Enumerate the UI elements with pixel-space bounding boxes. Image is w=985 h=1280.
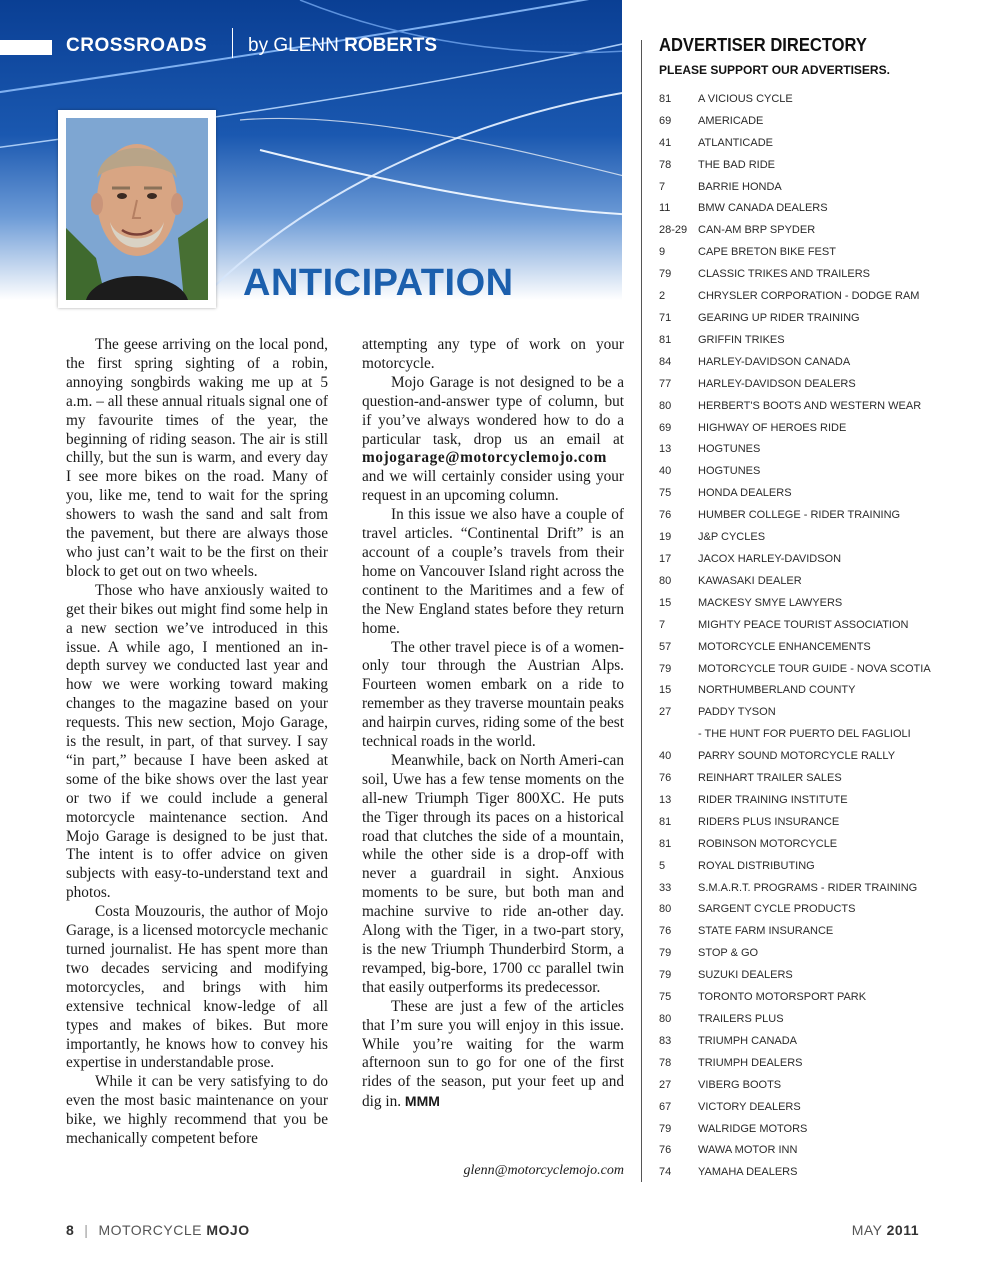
directory-page-number: 15 <box>659 684 672 697</box>
directory-page-number: 80 <box>659 399 672 412</box>
directory-page-number: 2 <box>659 290 666 303</box>
article-paragraph <box>362 998 624 1112</box>
header-accent-bar <box>0 40 52 55</box>
directory-advertiser-name: GRIFFIN TRIKES <box>698 333 785 346</box>
garage-email-link[interactable]: mojogarage@motorcyclemojo.com <box>362 449 607 467</box>
issue-year: 2011 <box>886 1222 919 1238</box>
directory-advertiser-name: THE BAD RIDE <box>698 158 776 171</box>
directory-page-number: 15 <box>659 596 672 609</box>
directory-page-number: 69 <box>659 114 672 127</box>
directory-page-number: 69 <box>659 421 672 434</box>
directory-advertiser-name: MACKESY SMYE LAWYERS <box>698 596 843 609</box>
directory-row <box>659 942 979 964</box>
directory-advertiser-name: J&P CYCLES <box>698 531 766 544</box>
directory-row <box>659 658 979 680</box>
byline <box>248 35 437 57</box>
directory-page-number: 79 <box>659 947 672 960</box>
directory-advertiser-name: BARRIE HONDA <box>698 180 782 193</box>
directory-row <box>659 855 979 877</box>
directory-advertiser-name: GEARING UP RIDER TRAINING <box>698 312 860 325</box>
directory-page-number: 17 <box>659 552 672 565</box>
directory-page-number: 79 <box>659 969 672 982</box>
directory-advertiser-name: VICTORY DEALERS <box>698 1100 801 1113</box>
closing-text: These are just a few of the articles that I’m sure you will enjoy in this issue. While you’re waiting for the warm afternoon sun to go for one of the first rides of the season, put your feet up and dig in. <box>362 997 624 1111</box>
directory-page-number: 78 <box>659 1056 672 1069</box>
footer-issue-date <box>852 1222 919 1238</box>
directory-advertiser-name: HARLEY-DAVIDSON DEALERS <box>698 377 856 390</box>
directory-row <box>659 1074 979 1096</box>
directory-row <box>659 877 979 899</box>
directory-advertiser-name: CAPE BRETON BIKE FEST <box>698 246 836 259</box>
directory-row <box>659 920 979 942</box>
directory-advertiser-name: NORTHUMBERLAND COUNTY <box>698 684 856 697</box>
directory-row <box>659 219 979 241</box>
directory-page-number: 11 <box>659 202 671 215</box>
directory-row <box>659 241 979 263</box>
directory-page-number: 76 <box>659 1144 672 1157</box>
directory-row <box>659 1030 979 1052</box>
directory-advertiser-name: WAWA MOTOR INN <box>698 1144 798 1157</box>
directory-page-number: 13 <box>659 443 672 456</box>
directory-advertiser-name: BMW CANADA DEALERS <box>698 202 828 215</box>
directory-page-number: 5 <box>659 859 666 872</box>
directory-subtitle: PLEASE SUPPORT OUR ADVERTISERS. <box>659 63 890 77</box>
directory-row <box>659 176 979 198</box>
directory-row <box>659 1140 979 1162</box>
directory-row <box>659 395 979 417</box>
garage-text: Mojo Garage is not designed to be a question-and-answer type of column, but if you’ve always wondered how to do a particular task, drop us an email at <box>362 373 624 448</box>
author-photo <box>58 110 216 308</box>
directory-page-number: 71 <box>659 312 672 325</box>
directory-page-number: 7 <box>659 618 666 631</box>
directory-row <box>659 417 979 439</box>
directory-advertiser-name: HERBERT'S BOOTS AND WESTERN WEAR <box>698 399 922 412</box>
directory-page-number: 7 <box>659 180 666 193</box>
directory-advertiser-name: HARLEY-DAVIDSON CANADA <box>698 355 851 368</box>
directory-page-number: 83 <box>659 1034 672 1047</box>
directory-page-number: 13 <box>659 793 672 806</box>
directory-row <box>659 811 979 833</box>
directory-row <box>659 88 979 110</box>
directory-row <box>659 504 979 526</box>
directory-row <box>659 789 979 811</box>
directory-page-number: 27 <box>659 706 672 719</box>
directory-advertiser-name: A VICIOUS CYCLE <box>698 92 793 105</box>
author-portrait-illustration <box>66 118 208 300</box>
magazine-name-brand: MOJO <box>206 1222 250 1238</box>
directory-page-number: 9 <box>659 246 666 259</box>
directory-advertiser-name: TRAILERS PLUS <box>698 1013 784 1026</box>
directory-page-number: 81 <box>659 92 672 105</box>
directory-row <box>659 110 979 132</box>
directory-row <box>659 1096 979 1118</box>
directory-row <box>659 263 979 285</box>
directory-page-number: 76 <box>659 772 672 785</box>
directory-advertiser-name: STATE FARM INSURANCE <box>698 925 834 938</box>
directory-advertiser-name: HONDA DEALERS <box>698 487 792 500</box>
article-paragraph: The geese arriving on the local pond, the first spring sighting of a robin, annoying songbirds waking me up at 5 a.m. – all these annual rituals signal one of my favourite times of the year, the beginning of riding season. The air is still chilly, but the sun is warm, and every day I see more bikes on the road. Many of you, like me, tend to wait for the spring showers to wash the sand and salt from the pavement, but there are always those who just can’t wait to be the first on their block to get out on two wheels. <box>66 336 328 580</box>
directory-page-number: 75 <box>659 487 672 500</box>
directory-page-number: 79 <box>659 1122 672 1135</box>
author-email-signature[interactable]: glenn@motorcyclemojo.com <box>463 1163 624 1178</box>
directory-advertiser-name: CLASSIC TRIKES AND TRAILERS <box>698 268 870 281</box>
article-headline: ANTICIPATION <box>243 262 514 304</box>
directory-advertiser-name: - THE HUNT FOR PUERTO DEL FAGLIOLI <box>698 728 911 741</box>
directory-advertiser-name: REINHART TRAILER SALES <box>698 772 842 785</box>
directory-page-number: 28-29 <box>659 224 688 237</box>
directory-page-number: 27 <box>659 1078 672 1091</box>
directory-advertiser-name: ROYAL DISTRIBUTING <box>698 859 815 872</box>
article-paragraph: While it can be very satisfying to do even the most basic maintenance on your bike, we highly recommend that you be mechanically competent before <box>66 1073 328 1148</box>
directory-advertiser-name: MIGHTY PEACE TOURIST ASSOCIATION <box>698 618 909 631</box>
footer-folio <box>66 1222 250 1238</box>
directory-page-number: 76 <box>659 509 672 522</box>
directory-advertiser-name: TRIUMPH CANADA <box>698 1034 798 1047</box>
byline-lastname: ROBERTS <box>344 35 437 56</box>
directory-page-number: 57 <box>659 640 672 653</box>
directory-advertiser-name: S.M.A.R.T. PROGRAMS - RIDER TRAINING <box>698 881 918 894</box>
directory-page-number: 74 <box>659 1166 672 1179</box>
directory-row <box>659 570 979 592</box>
article-paragraph: Those who have anxiously waited to get their bikes out might find some help in a new section we’ve introduced in this issue. A while ago, I mentioned an in-depth survey we conducted last year and how we were working toward making changes to the magazine based on your requests. This new section, Mojo Garage, is the result, in part, of that survey. I say “in part,” because I have been asked at some of the bike shows over the last year or two if we could include a general motorcycle maintenance section. And Mojo Garage is designed to be just that. The intent is to offer advice on given subjects with easy-to-understand text and photos. <box>66 581 328 902</box>
directory-advertiser-name: MOTORCYCLE ENHANCEMENTS <box>698 640 871 653</box>
directory-row <box>659 833 979 855</box>
directory-advertiser-name: PARRY SOUND MOTORCYCLE RALLY <box>698 750 896 763</box>
byline-prefix: by GLENN <box>248 35 339 56</box>
directory-advertiser-name: HOGTUNES <box>698 443 761 456</box>
article-paragraph: In this issue we also have a couple of travel articles. “Continental Drift” is an account of a couple’s travels from their home on Vancouver Island right across the continent to the Maritimes and a few of the New England states before they return home. <box>362 506 624 637</box>
directory-page-number: 40 <box>659 750 672 763</box>
directory-row <box>659 636 979 658</box>
directory-row <box>659 132 979 154</box>
directory-row <box>659 1161 979 1183</box>
directory-row <box>659 285 979 307</box>
directory-advertiser-name: HIGHWAY OF HEROES RIDE <box>698 421 847 434</box>
directory-page-number: 78 <box>659 158 672 171</box>
directory-page-number: 76 <box>659 925 672 938</box>
directory-advertiser-name: CHRYSLER CORPORATION - DODGE RAM <box>698 290 920 303</box>
directory-row <box>659 198 979 220</box>
issue-month: MAY <box>851 1222 883 1238</box>
directory-advertiser-name: VIBERG BOOTS <box>698 1078 782 1091</box>
article-column-1 <box>66 336 328 1149</box>
directory-row <box>659 964 979 986</box>
directory-page-number: 81 <box>659 333 672 346</box>
directory-advertiser-name: KAWASAKI DEALER <box>698 574 802 587</box>
directory-row <box>659 351 979 373</box>
directory-row <box>659 154 979 176</box>
directory-page-number: 81 <box>659 815 672 828</box>
directory-advertiser-name: ATLANTICADE <box>698 136 773 149</box>
header-divider <box>232 28 233 58</box>
directory-advertiser-name: SARGENT CYCLE PRODUCTS <box>698 903 856 916</box>
directory-row <box>659 329 979 351</box>
directory-page-number: 33 <box>659 881 672 894</box>
directory-advertiser-name: CAN-AM BRP SPYDER <box>698 224 816 237</box>
directory-row <box>659 460 979 482</box>
directory-page-number: 19 <box>659 531 672 544</box>
directory-row <box>659 592 979 614</box>
directory-row <box>659 745 979 767</box>
article-paragraph: Meanwhile, back on North Ameri-can soil, Uwe has a few tense moments on the all-new Triumph Tiger 800XC. He puts the Tiger through its paces on a historical road that clutches the side of a mountain, while the other side is a drop-off with never a guardrail in sight. Anxious moments to be sure, but both man and machine survive to ride an-other day. Along with the Tiger, in a two-part story, is the new Triumph Thunderbird Storm, a revamped, big-bore, 1700 cc parallel twin that easily outperforms its predecessor. <box>362 751 624 996</box>
directory-advertiser-name: STOP & GO <box>698 947 759 960</box>
directory-page-number: 77 <box>659 377 672 390</box>
directory-row <box>659 1118 979 1140</box>
directory-advertiser-name: RIDERS PLUS INSURANCE <box>698 815 840 828</box>
directory-row <box>659 986 979 1008</box>
directory-advertiser-name: ROBINSON MOTORCYCLE <box>698 837 838 850</box>
closing-mark: MMM <box>404 1093 440 1110</box>
directory-row <box>659 679 979 701</box>
directory-advertiser-name: TORONTO MOTORSPORT PARK <box>698 991 867 1004</box>
directory-advertiser-name: WALRIDGE MOTORS <box>698 1122 808 1135</box>
directory-page-number: 75 <box>659 991 672 1004</box>
article-paragraph: The other travel piece is of a women-only tour through the Austrian Alps. Fourteen women embark on a ride to remember as they traverse mountain peaks and hairpin curves, riding some of the best technical roads in the world. <box>362 638 624 751</box>
directory-advertiser-name: HUMBER COLLEGE - RIDER TRAINING <box>698 509 901 522</box>
section-label: CROSSROADS <box>66 35 208 56</box>
directory-advertiser-name: AMERICADE <box>698 114 764 127</box>
directory-page-number: 84 <box>659 355 672 368</box>
directory-page-number: 80 <box>659 574 672 587</box>
advertiser-directory-list <box>659 88 979 1183</box>
article-paragraph-continued: attempting any type of work on your motorcycle. <box>362 336 624 372</box>
article-paragraph <box>362 374 624 506</box>
directory-page-number: 80 <box>659 903 672 916</box>
directory-row <box>659 767 979 789</box>
column-divider <box>641 40 642 1182</box>
directory-page-number: 67 <box>659 1100 672 1113</box>
directory-advertiser-name: YAMAHA DEALERS <box>698 1166 798 1179</box>
directory-page-number: 79 <box>659 662 672 675</box>
directory-row <box>659 1052 979 1074</box>
directory-row <box>659 701 979 723</box>
directory-advertiser-name: SUZUKI DEALERS <box>698 969 793 982</box>
directory-row <box>659 548 979 570</box>
directory-row <box>659 1008 979 1030</box>
directory-page-number: 80 <box>659 1013 672 1026</box>
directory-title: ADVERTISER DIRECTORY <box>659 35 867 55</box>
directory-advertiser-name: TRIUMPH DEALERS <box>698 1056 803 1069</box>
directory-row <box>659 373 979 395</box>
directory-row <box>659 526 979 548</box>
directory-row <box>659 614 979 636</box>
garage-text-after: and we will certainly consider using your request in an upcoming column. <box>362 468 624 505</box>
directory-page-number: 41 <box>659 136 672 149</box>
page-number: 8 <box>66 1222 75 1238</box>
directory-row <box>659 482 979 504</box>
article-column-2 <box>362 336 624 1112</box>
footer-separator: | <box>84 1222 89 1238</box>
directory-advertiser-name: HOGTUNES <box>698 465 761 478</box>
directory-row <box>659 307 979 329</box>
directory-page-number: 81 <box>659 837 672 850</box>
directory-advertiser-name: PADDY TYSON <box>698 706 776 719</box>
directory-advertiser-name: RIDER TRAINING INSTITUTE <box>698 793 848 806</box>
directory-advertiser-name: JACOX HARLEY-DAVIDSON <box>698 552 842 565</box>
article-paragraph: Costa Mouzouris, the author of Mojo Garage, is a licensed motorcycle mechanic turned journalist. He has spent more than two decades servicing and modifying motorcycles, and brings with him extensive technical know-ledge of all types and makes of bikes. But more importantly, he knows how to convey his expertise in understandable prose. <box>66 903 328 1072</box>
directory-row <box>659 439 979 461</box>
magazine-name-prefix: MOTORCYCLE <box>98 1222 202 1238</box>
directory-advertiser-name: MOTORCYCLE TOUR GUIDE - NOVA SCOTIA <box>698 662 931 675</box>
directory-page-number: 79 <box>659 268 672 281</box>
directory-page-number: 40 <box>659 465 672 478</box>
directory-row <box>659 723 979 745</box>
directory-row <box>659 899 979 921</box>
